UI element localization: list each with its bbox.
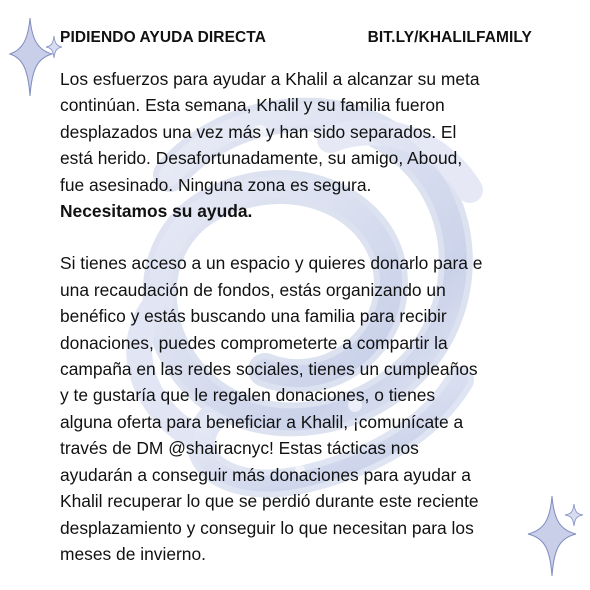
text-line: y te gustaría que le regalen donaciones, o tienes [60,385,436,406]
text-line: alguna oferta para beneficiar a Khalil, ¡comunícate a [60,411,464,432]
text-line: donaciones, puedes comprometerte a compartir la [60,332,448,353]
sparkle-icon [8,16,64,100]
text-line: Los esfuerzos para ayudar a Khalil a alcanzar su meta [60,69,480,89]
text-line: Si tienes acceso a un espacio y quieres donarlo para e [60,253,483,274]
text-line: fue asesinado. Ninguna zona es segura. [60,174,372,195]
text-line: desplazamiento y conseguir lo que necesitan para los [60,517,474,538]
body-text [60,66,540,567]
campaign-link[interactable]: BIT.LY/KHALILFAMILY [367,29,532,46]
text-line: desplazados una vez más y han sido separados. El [60,121,457,142]
call-to-action: Necesitamos su ayuda. [60,201,253,222]
paragraph-2 [60,250,540,567]
header [60,29,532,47]
text-line: campaña en las redes sociales, tienes un cumpleaños [60,359,478,380]
text-line: está herido. Desafortunadamente, su amigo, Aboud, [60,148,463,169]
text-line: Khalil recuperar lo que se perdió durante este reciente [60,491,479,512]
text-line: ayudarán a conseguir más donaciones para ayudar a [60,464,471,485]
text-line: una recaudación de fondos, estás organizando un [60,279,446,300]
header-title: PIDIENDO AYUDA DIRECTA [60,29,267,46]
text-line: meses de invierno. [60,543,206,564]
text-line: través de DM @shairacnyc! Estas tácticas nos [60,438,419,459]
text-line: benéfico y estás buscando una familia para recibir [60,306,447,327]
paragraph-1 [60,66,540,224]
text-line: continúan. Esta semana, Khalil y su familia fueron [60,95,445,116]
